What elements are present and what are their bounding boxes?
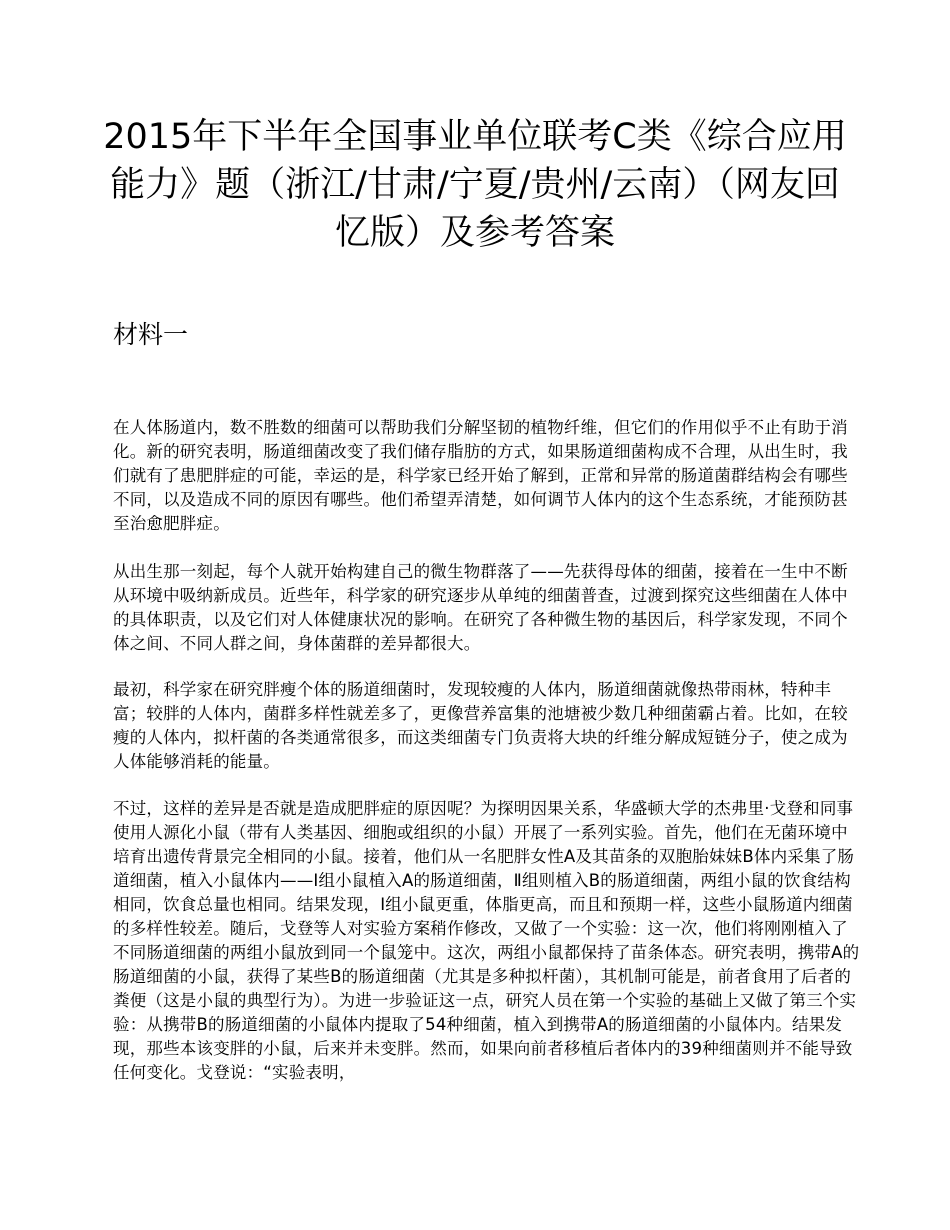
paragraph: 最初，科学家在研究胖瘦个体的肠道细菌时，发现较瘦的人体内，肠道细菌就像热带雨林，特种丰富；较胖的人体内，菌群多样性就差多了，更像营养富集的池塘被少数几种细菌霸占着。比如，在较瘦的人体内，拟杆菌的各类通常很多，而这类细菌专门负责将大块的纤维分解成短链分子，使之成为人体能够消耗的能量。 [113,680,848,771]
document-title: 2015年下半年全国事业单位联考C类《综合应用能力》题（浙江/甘肃/宁夏/贵州/云南）（网友回忆版）及参考答案 [103,117,847,253]
paragraph: 从出生那一刻起，每个人就开始构建自己的微生物群落了——先获得母体的细菌，接着在一生中不断从环境中吸纳新成员。近些年，科学家的研究逐步从单纯的细菌普查，过渡到探究这些细菌在人体中的具体职责，以及它们对人体健康状况的影响。在研究了各种微生物的基因后，科学家发现，不同个体之间、不同人群之间，身体菌群的差异都很大。 [113,562,848,653]
section-heading: 材料一 [113,320,189,349]
paragraph: 在人体肠道内，数不胜数的细菌可以帮助我们分解坚韧的植物纤维，但它们的作用似乎不止有助于消化。新的研究表明，肠道细菌改变了我们储存脂肪的方式，如果肠道细菌构成不合理，从出生时，我们就有了患肥胖症的可能，幸运的是，科学家已经开始了解到，正常和异常的肠道菌群结构会有哪些不同，以及造成不同的原因有哪些。他们希望弄清楚，如何调节人体内的这个生态系统，才能预防甚至治愈肥胖症。 [113,418,848,533]
paragraph: 不过，这样的差异是否就是造成肥胖症的原因呢？为探明因果关系，华盛顿大学的杰弗里·戈登和同事使用人源化小鼠（带有人类基因、细胞或组织的小鼠）开展了一系列实验。首先，他们在无菌环境中培育出遗传背景完全相同的小鼠。接着，他们从一名肥胖女性A及其苗条的双胞胎妹妹B体内采集了肠道细菌，植入小鼠体内——Ⅰ组小鼠植入A的肠道细菌，Ⅱ组则植入B的肠道细菌，两组小鼠的饮食结构相同，饮食总量也相同。结果发现，Ⅰ组小鼠更重，体脂更高，而且和预期一样，这些小鼠肠道内细菌的多样性较差。随后，戈登等人对实验方案稍作修改，又做了一个实验：这一次，他们将刚刚植入了不同肠道细菌的两组小鼠放到同一个鼠笼中。这次，两组小鼠都保持了苗条体态。研究表明，携带A的肠道细菌的小鼠，获得了某些B的肠道细菌（尤其是多种拟杆菌），其机制可能是，前者食用了后者的粪便（这是小鼠的典型行为）。为进一步验证这一点，研究人员在第一个实验的基础上又做了第三个实验：从携带B的肠道细菌的小鼠体内提取了54种细菌，植入到携带A的肠道细菌的小鼠体内。结果发现，那些本该变胖的小鼠，后来并未变胖。然而，如果向前者移植后者体内的39种细菌则并不能导致任何变化。戈登说：“实验表明， [113,799,860,1082]
